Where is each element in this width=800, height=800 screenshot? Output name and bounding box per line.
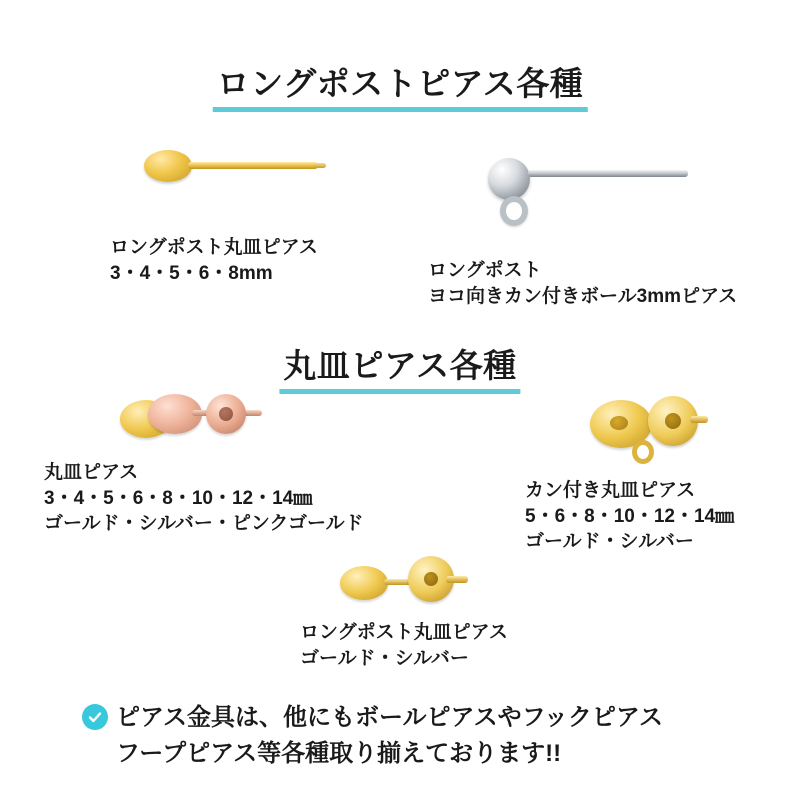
caption-line-2: ゴールド・シルバー — [300, 647, 469, 669]
section-heading-round-plate-text: 丸皿ピアス各種 — [279, 340, 520, 394]
ball-silver-3mm — [488, 158, 530, 200]
product-image-long-post-round-plate-with-catch — [340, 548, 500, 618]
caption-long-post-round-plate — [110, 235, 318, 286]
kan-loop — [500, 196, 528, 226]
caption-line-3: ゴールド・シルバー・ピンクゴールド — [44, 513, 364, 535]
post-shaft — [690, 416, 708, 423]
post-tip — [314, 163, 326, 168]
footer-note-text — [116, 700, 742, 772]
round-plate-gold — [144, 150, 192, 182]
section-heading-round-plate — [279, 340, 520, 394]
caption-line-3: ゴールド・シルバー — [525, 531, 694, 553]
footer-note — [82, 700, 742, 772]
section-heading-long-post — [213, 58, 588, 112]
caption-line-1: ロングポスト丸皿ピアス — [110, 237, 318, 258]
caption-line-1: ロングポスト — [428, 260, 542, 281]
kan-loop — [632, 440, 654, 464]
caption-line-2: 5・6・8・10・12・14㎜ — [525, 505, 735, 527]
footer-note-line-1: ピアス金具は、他にもボールピアスやフックピアス — [116, 704, 663, 731]
product-image-round-plate-earring — [120, 388, 360, 458]
round-plate-gold — [340, 566, 388, 600]
post-tip — [446, 576, 468, 583]
product-image-long-post-kan-ball-earring — [480, 148, 700, 258]
caption-kan-round-plate — [525, 478, 734, 555]
long-post-shaft — [528, 170, 688, 177]
section-heading-long-post-text: ロングポストピアス各種 — [213, 58, 588, 112]
product-image-kan-round-plate-earring — [590, 392, 760, 472]
product-image-long-post-round-plate-earring — [128, 140, 328, 210]
caption-line-1: 丸皿ピアス — [44, 462, 139, 483]
caption-line-2: 3・4・5・6・8mm — [110, 262, 273, 284]
caption-line-2: ヨコ向きカン付きボール3mmピアス — [428, 285, 738, 307]
footer-note-line-2: フープピアス等各種取り揃えております!! — [116, 740, 562, 767]
check-circle-icon — [82, 704, 108, 730]
caption-round-plate — [44, 460, 364, 537]
earring-catch — [206, 394, 246, 434]
caption-long-post-kan-ball — [428, 258, 737, 309]
caption-long-post-round-plate-2 — [300, 620, 508, 671]
caption-line-1: ロングポスト丸皿ピアス — [300, 622, 508, 643]
caption-line-2: 3・4・5・6・8・10・12・14㎜ — [44, 487, 313, 509]
caption-line-1: カン付き丸皿ピアス — [525, 480, 696, 501]
long-post-shaft — [188, 162, 318, 169]
